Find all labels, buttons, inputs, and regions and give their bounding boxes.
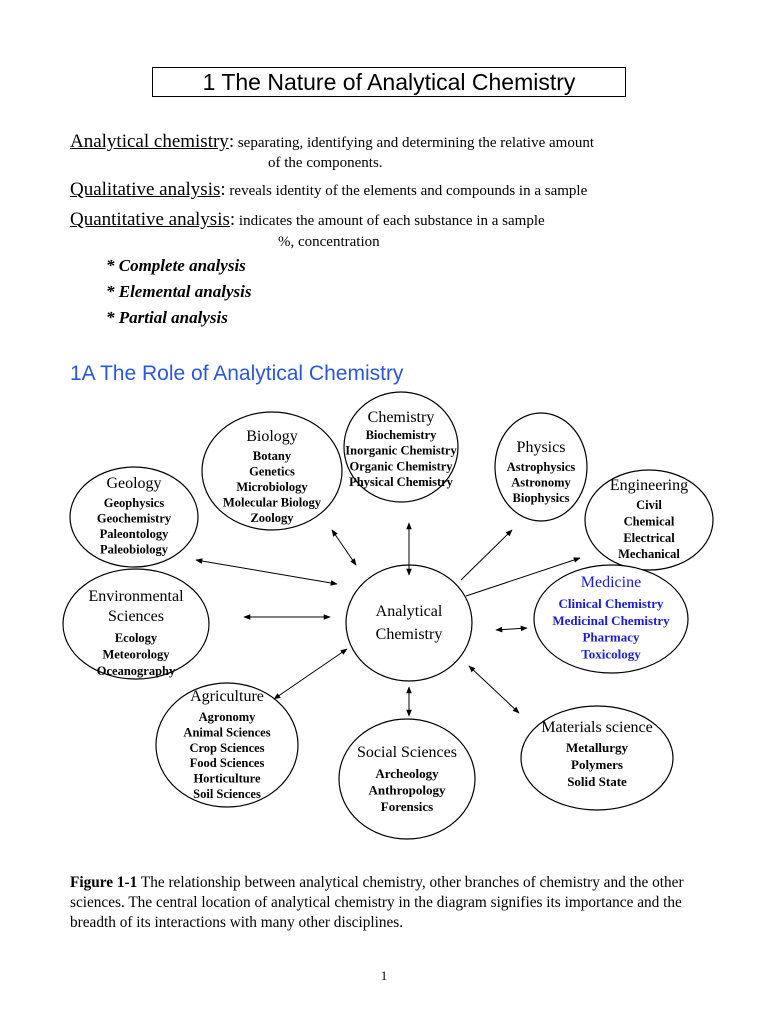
connection-arrow bbox=[469, 666, 519, 713]
node-medicine-title: Medicine bbox=[580, 574, 642, 591]
node-physics-item: Astrophysics bbox=[506, 460, 576, 474]
center-label: Chemistry bbox=[375, 626, 443, 643]
node-social-item: Archeology bbox=[375, 766, 439, 781]
connection-arrow bbox=[496, 628, 527, 630]
node-medicine-item: Clinical Chemistry bbox=[558, 596, 664, 611]
node-physics-title: Physics bbox=[516, 439, 566, 456]
definition-analytical-chemistry: Analytical chemistry: separating, identifying and determining the relative amount bbox=[70, 131, 594, 152]
node-biology-item: Genetics bbox=[249, 464, 295, 479]
connection-arrow bbox=[274, 649, 347, 699]
term-quantitative-analysis: Quantitative analysis bbox=[70, 209, 230, 230]
node-chemistry-title: Chemistry bbox=[367, 409, 435, 426]
node-geology-item: Geochemistry bbox=[96, 511, 172, 526]
node-agriculture-item: Crop Sciences bbox=[189, 740, 265, 755]
figure-caption-text: The relationship between analytical chemistry, other branches of chemistry and the other sciences. The central location of analytical chemistry in the diagram signifies its importance and the breadth of its interactions with many other disciplines. bbox=[70, 874, 684, 931]
bullet-partial-analysis: * Partial analysis bbox=[106, 308, 228, 327]
bullet-elemental-analysis: * Elemental analysis bbox=[106, 282, 252, 301]
node-physics-item: Biophysics bbox=[512, 491, 570, 505]
definition-continuation: %, concentration bbox=[278, 234, 380, 250]
node-engineering-item: Chemical bbox=[623, 514, 675, 529]
node-materials-item: Polymers bbox=[571, 757, 623, 772]
node-environmental-item: Oceanography bbox=[96, 663, 176, 678]
node-geology-title: Geology bbox=[106, 475, 162, 492]
definition-quantitative-analysis: Quantitative analysis: indicates the amount of each substance in a sample bbox=[70, 209, 545, 230]
node-materials-title: Materials science bbox=[541, 719, 653, 736]
bullet-complete-analysis: * Complete analysis bbox=[106, 256, 246, 275]
node-environmental-item: Ecology bbox=[114, 631, 158, 645]
node-environmental-item: Meteorology bbox=[102, 647, 170, 662]
node-biology-item: Microbiology bbox=[236, 480, 308, 494]
figure-label: Figure 1-1 bbox=[70, 874, 138, 891]
node-biology-item: Zoology bbox=[250, 511, 294, 525]
node-biology-item: Molecular Biology bbox=[222, 495, 322, 510]
node-chemistry-item: Biochemistry bbox=[365, 428, 437, 442]
node-engineering-item: Civil bbox=[636, 498, 662, 512]
connection-arrow bbox=[332, 530, 356, 565]
node-social-item: Forensics bbox=[380, 799, 434, 815]
node-geology-item: Paleobiology bbox=[99, 542, 169, 557]
center-label: Analytical bbox=[375, 603, 443, 620]
page-number: 1 bbox=[380, 968, 388, 983]
definition-text: indicates the amount of each substance in a sample bbox=[238, 213, 545, 229]
center-ellipse bbox=[346, 565, 472, 681]
node-geology-item: Paleontology bbox=[99, 527, 169, 541]
section-heading: 1A The Role of Analytical Chemistry bbox=[70, 362, 404, 385]
node-social-item: Anthropology bbox=[368, 782, 446, 798]
node-environmental-title: Sciences bbox=[108, 608, 164, 625]
node-medicine-item: Medicinal Chemistry bbox=[552, 612, 670, 628]
node-agriculture-item: Soil Sciences bbox=[193, 787, 261, 801]
term-analytical-chemistry: Analytical chemistry bbox=[70, 131, 229, 152]
node-environmental-title: Environmental bbox=[88, 588, 184, 605]
node-engineering-item: Mechanical bbox=[618, 547, 680, 562]
node-medicine-item: Toxicology bbox=[581, 646, 641, 662]
figure-caption bbox=[70, 873, 710, 933]
definition-continuation: of the components. bbox=[268, 155, 383, 171]
node-engineering-item: Electrical bbox=[623, 530, 675, 545]
connection-arrow bbox=[196, 560, 337, 584]
node-agriculture-item: Food Sciences bbox=[189, 756, 265, 771]
node-agriculture-item: Animal Sciences bbox=[183, 725, 271, 740]
page-title: 1 The Nature of Analytical Chemistry bbox=[152, 67, 626, 97]
node-geology-item: Geophysics bbox=[103, 496, 165, 510]
node-materials-item: Solid State bbox=[567, 774, 627, 789]
node-chemistry-item: Inorganic Chemistry bbox=[345, 443, 457, 458]
node-agriculture-title: Agriculture bbox=[190, 688, 264, 705]
term-qualitative-analysis: Qualitative analysis bbox=[70, 179, 221, 200]
node-agriculture-item: Agronomy bbox=[198, 710, 256, 724]
node-chemistry-item: Organic Chemistry bbox=[349, 459, 453, 474]
node-physics-item: Astronomy bbox=[511, 475, 571, 490]
connection-arrow bbox=[461, 530, 512, 580]
node-materials-item: Metallurgy bbox=[565, 740, 629, 755]
node-social-title: Social Sciences bbox=[357, 744, 457, 761]
node-agriculture-item: Horticulture bbox=[193, 771, 261, 786]
node-medicine-item: Pharmacy bbox=[582, 629, 640, 645]
definition-text: separating, identifying and determining the relative amount bbox=[237, 135, 594, 151]
node-chemistry-item: Physical Chemistry bbox=[349, 475, 453, 490]
definition-qualitative-analysis: Qualitative analysis: reveals identity of the elements and compounds in a sample bbox=[70, 179, 588, 200]
node-engineering-title: Engineering bbox=[609, 477, 689, 494]
node-biology-title: Biology bbox=[246, 428, 298, 445]
definition-text: reveals identity of the elements and compounds in a sample bbox=[229, 183, 588, 199]
node-biology-item: Botany bbox=[252, 449, 292, 463]
